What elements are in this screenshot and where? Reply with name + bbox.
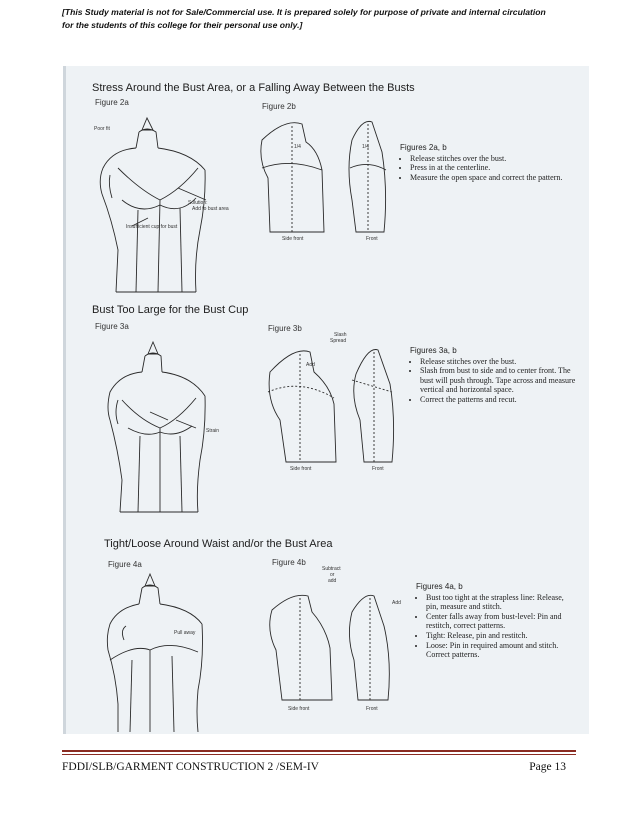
footer-rule-thick <box>62 750 576 752</box>
disclaimer-line-2: for the students of this college for their personal use only.] <box>62 19 303 30</box>
pattern-side-front-3b <box>268 351 336 462</box>
figure-label-3a: Figure 3a <box>95 322 129 331</box>
label-side-front-3b: Side front <box>290 466 312 472</box>
note-4-item: • Tight: Release, pin and restitch. <box>426 631 576 641</box>
section-title-stress-bust: Stress Around the Bust Area, or a Falling Away Between the Busts <box>92 82 415 94</box>
figure-label-2b: Figure 2b <box>262 102 296 111</box>
label-add-to-bust: Add to bust area <box>192 206 229 212</box>
notes-figures-4ab <box>416 582 576 660</box>
notes-figures-3ab <box>410 346 576 405</box>
note-4-item: • Bust too tight at the strapless line: Release, pin, measure and stitch. <box>426 593 576 612</box>
label-insufficient-cup: Insufficient cup for bust <box>126 224 178 230</box>
label-add-4b: Add <box>392 600 401 606</box>
label-quarter-2: 1/4 <box>362 144 369 150</box>
note-4-item: • Loose: Pin in required amount and stitch. Correct patterns. <box>426 641 576 660</box>
label-add-small: add <box>328 578 337 584</box>
label-solution: Solution: <box>188 200 208 206</box>
label-pull-away: Pull away <box>174 630 196 636</box>
label-slash: Slash <box>334 332 347 338</box>
section-title-tight-loose: Tight/Loose Around Waist and/or the Bust Area <box>104 538 333 550</box>
notes-title-3ab: Figures 3a, b <box>410 346 457 355</box>
dress-form-figure-4a <box>107 574 202 732</box>
note-3-item: • Release stitches over the bust. <box>420 357 576 367</box>
label-side-front-2b: Side front <box>282 236 304 242</box>
note-3-item: • Slash from bust to side and to center front. The bust will push through. Tape across and measure vertical and horizontal space. <box>420 366 576 395</box>
dress-form-figure-3a <box>108 342 205 512</box>
label-strain: Strain <box>206 428 220 434</box>
note-2-item: • Release stitches over the bust. <box>410 154 576 164</box>
note-2-item: • Measure the open space and correct the pattern. <box>410 173 576 183</box>
note-4-item: • Center falls away from bust-level: Pin and restitch, correct patterns. <box>426 612 576 631</box>
pattern-side-front-2b <box>261 123 324 232</box>
note-2-item: • Press in at the centerline. <box>410 163 576 173</box>
figure-label-4a: Figure 4a <box>108 560 142 569</box>
pattern-side-front-4b <box>270 595 332 700</box>
label-front-4b: Front <box>366 706 378 712</box>
pattern-front-2b <box>349 121 386 232</box>
figure-label-2a: Figure 2a <box>95 98 129 107</box>
pattern-front-4b <box>349 595 389 700</box>
note-3-item: • Correct the patterns and recut. <box>420 395 576 405</box>
figure-label-3b: Figure 3b <box>268 324 302 333</box>
label-front-2b: Front <box>366 236 378 242</box>
footer-course-code: FDDI/SLB/GARMENT CONSTRUCTION 2 /SEM-IV <box>62 761 319 773</box>
notes-title-2ab: Figures 2a, b <box>400 143 447 152</box>
label-add-3b: Add <box>306 362 315 368</box>
label-subtract: Subtract <box>322 566 341 572</box>
figure-label-4b: Figure 4b <box>272 558 306 567</box>
label-front-3b: Front <box>372 466 384 472</box>
footer-rule-thin <box>62 754 576 755</box>
disclaimer-line-1: [This Study material is not for Sale/Commercial use. It is prepared solely for purpose of private and internal circulation <box>62 7 546 17</box>
notes-title-4ab: Figures 4a, b <box>416 582 463 591</box>
label-side-front-4b: Side front <box>288 706 310 712</box>
footer-page-number: Page 13 <box>529 761 566 773</box>
notes-figures-2ab <box>400 143 576 182</box>
pattern-front-3b <box>352 350 394 463</box>
label-spread: Spread <box>330 338 347 344</box>
label-or: or <box>330 572 335 578</box>
label-poor-fit: Poor fit <box>94 126 110 132</box>
section-title-bust-too-large: Bust Too Large for the Bust Cup <box>92 304 249 316</box>
label-quarter-1: 1/4 <box>294 144 301 150</box>
